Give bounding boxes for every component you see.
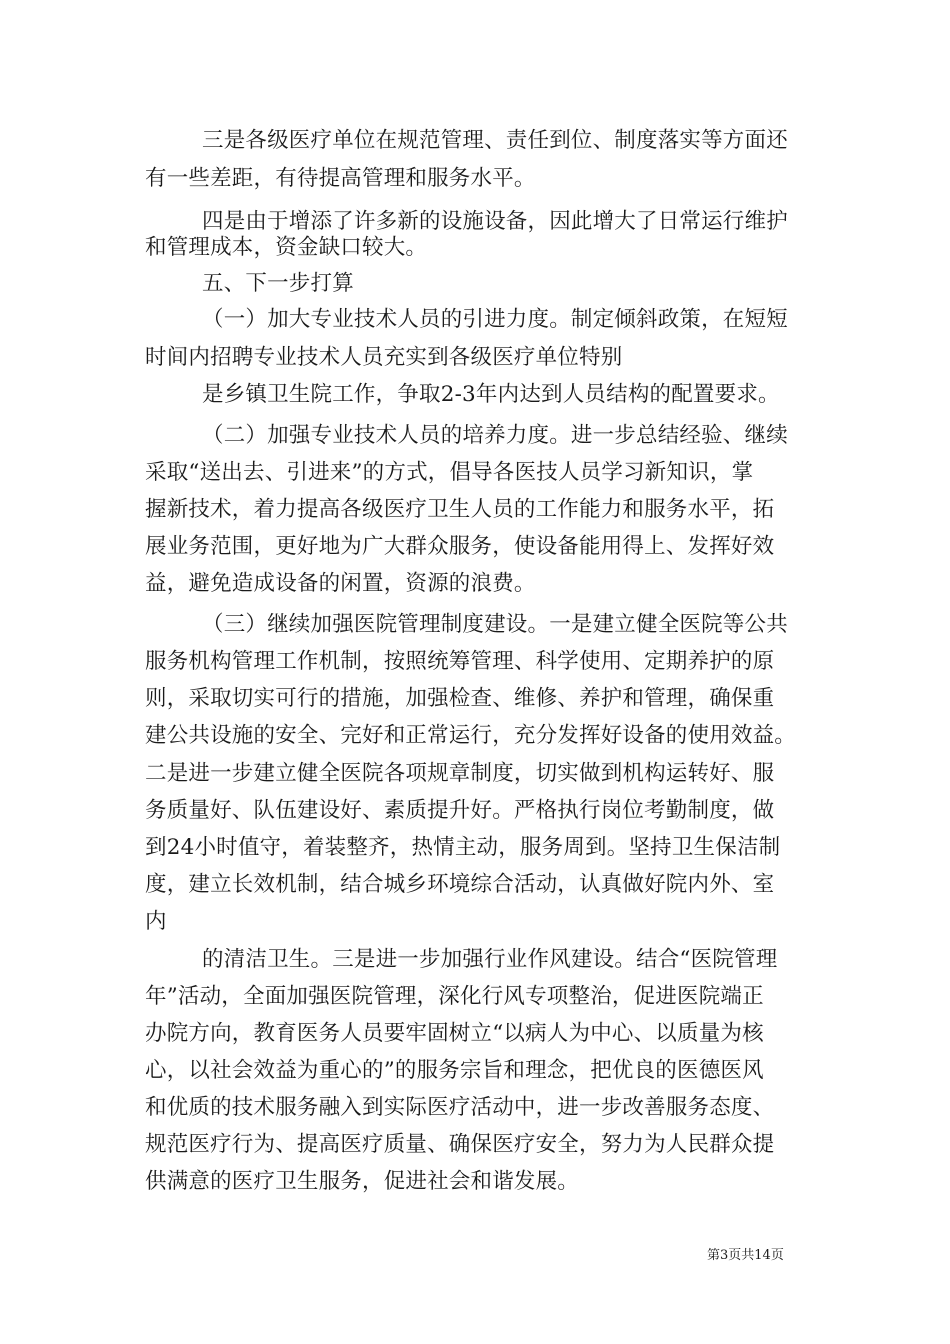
page-number: 第3页共14页 [707, 1248, 784, 1263]
text-line: 展业务范围，更好地为广大群众服务，使设备能用得上、发挥好效 [145, 534, 775, 559]
text-line: 有一些差距，有待提高管理和服务水平。 [145, 166, 536, 191]
text-line: 五、下一步打算 [202, 271, 354, 296]
text-line: 四是由于增添了许多新的设施设备，因此增大了日常运行维护 [202, 209, 788, 234]
text-line: 供满意的医疗卫生服务，促进社会和谐发展。 [145, 1169, 580, 1194]
text-line: 和优质的技术服务融入到实际医疗活动中，进一步改善服务态度、 [145, 1095, 775, 1120]
text-line: 度，建立长效机制，结合城乡环境综合活动，认真做好院内外、室 [145, 872, 775, 897]
text-line: 时间内招聘专业技术人员充实到各级医疗单位特别 [145, 345, 623, 370]
text-line: （三）继续加强医院管理制度建设。一是建立健全医院等公共 [202, 612, 788, 637]
text-line: 握新技术，着力提高各级医疗卫生人员的工作能力和服务水平，拓 [145, 497, 775, 522]
text-line: （二）加强专业技术人员的培养力度。进一步总结经验、继续 [202, 423, 788, 448]
text-line: 和管理成本，资金缺口较大。 [145, 235, 428, 260]
text-line: 务质量好、队伍建设好、素质提升好。严格执行岗位考勤制度，做 [145, 798, 775, 823]
text-line: 是乡镇卫生院工作，争取2-3年内达到人员结构的配置要求。 [202, 382, 780, 407]
text-line: 三是各级医疗单位在规范管理、责任到位、制度落实等方面还 [202, 128, 788, 153]
text-line: 规范医疗行为、提高医疗质量、确保医疗安全，努力为人民群众提 [145, 1132, 775, 1157]
text-line: 则，采取切实可行的措施，加强检查、维修、养护和管理，确保重 [145, 686, 775, 711]
text-line: 心，以社会效益为重心的”的服务宗旨和理念，把优良的医德医风 [145, 1058, 764, 1083]
text-line: 二是进一步建立健全医院各项规章制度，切实做到机构运转好、服 [145, 761, 775, 786]
text-line: （一）加大专业技术人员的引进力度。制定倾斜政策，在短短 [202, 307, 788, 332]
text-line: 服务机构管理工作机制，按照统筹管理、科学使用、定期养护的原 [145, 649, 775, 674]
text-line: 建公共设施的安全、完好和正常运行，充分发挥好设备的使用效益。 [145, 723, 797, 748]
text-line: 办院方向，教育医务人员要牢固树立“以病人为中心、以质量为核 [145, 1021, 764, 1046]
text-line: 到24小时值守，着装整齐，热情主动，服务周到。坚持卫生保洁制 [145, 835, 781, 860]
text-line: 年”活动，全面加强医院管理，深化行风专项整治，促进医院端正 [145, 984, 764, 1009]
text-line: 益，避免造成设备的闲置，资源的浪费。 [145, 571, 536, 596]
text-line: 内 [145, 909, 167, 934]
text-line: 的清洁卫生。三是进一步加强行业作风建设。结合“医院管理 [202, 947, 778, 972]
text-line: 采取“送出去、引进来”的方式，倡导各医技人员学习新知识，掌 [145, 460, 754, 485]
